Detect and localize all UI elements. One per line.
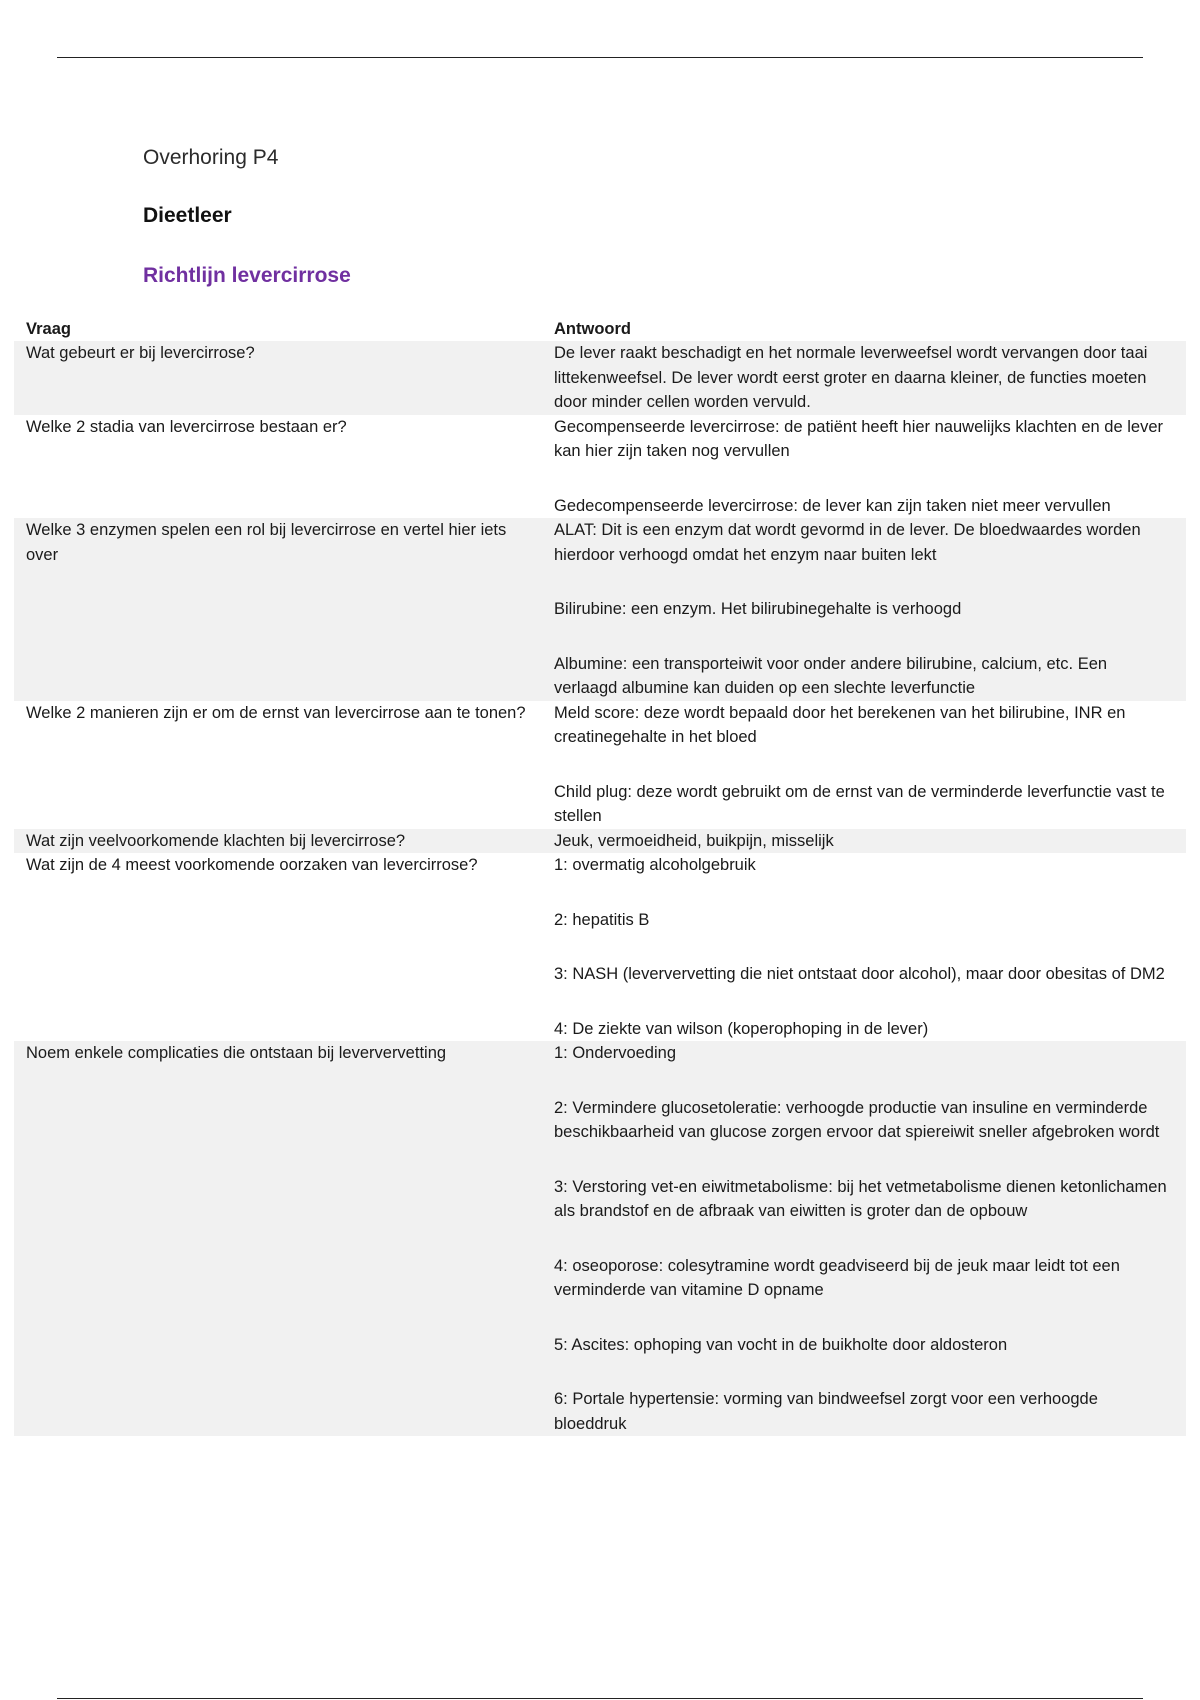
answer-paragraph: 3: Verstoring vet-en eiwitmetabolisme: bij het vetmetabolisme dienen ketonlichamen als brandstof en de afbraak van eiwitten is groter dan de opbouw [554,1177,1167,1220]
answer-cell [542,341,1186,415]
table-row [14,415,1186,519]
qa-table [14,317,1186,1436]
answer-paragraph: De lever raakt beschadigt en het normale leverweefsel wordt vervangen door taai littekenweefsel. De lever wordt eerst groter en daarna kleiner, de functies moeten door minder cellen worden vervuld. [554,344,1148,411]
question-cell: Welke 2 manieren zijn er om de ernst van levercirrose aan te tonen? [26,703,526,722]
answer-cell [542,415,1186,519]
answer-cell [542,829,1186,854]
answer-paragraph: Meld score: deze wordt bepaald door het berekenen van het bilirubine, INR en creatinegehalte in het bloed [554,703,1126,746]
answer-paragraph: Jeuk, vermoeidheid, buikpijn, misselijk [554,831,834,850]
top-rule [57,57,1143,58]
answer-paragraph: 4: oseoporose: colesytramine wordt geadviseerd bij de jeuk maar leidt tot een verminderde van vitamine D opname [554,1256,1120,1299]
question-column-header: Vraag [26,320,71,338]
answer-paragraph: Child plug: deze wordt gebruikt om de ernst van de verminderde leverfunctie vast te stellen [554,782,1165,825]
answer-paragraph: Gedecompenseerde levercirrose: de lever kan zijn taken niet meer vervullen [554,496,1111,515]
question-cell: Wat zijn de 4 meest voorkomende oorzaken van levercirrose? [26,856,478,874]
qa-table-body [14,341,1186,1436]
table-row [14,341,1186,415]
answer-paragraph: 5: Ascites: ophoping van vocht in de buikholte door aldosteron [554,1335,1008,1354]
table-row [14,829,1186,854]
answer-cell [542,1041,1186,1436]
answer-paragraph: Bilirubine: een enzym. Het bilirubinegehalte is verhoogd [554,600,962,618]
answer-paragraph: 2: hepatitis B [554,910,650,929]
answer-paragraph: Albumine: een transporteiwit voor onder andere bilirubine, calcium, etc. Een verlaagd albumine kan duiden op een slechte leverfunctie [554,654,1108,697]
answer-cell [542,853,1186,1041]
bottom-rule [57,1698,1143,1699]
topic-heading: Richtlijn levercirrose [143,264,351,287]
answer-paragraph: 1: Ondervoeding [554,1044,677,1062]
question-cell: Welke 3 enzymen spelen een rol bij levercirrose en vertel hier iets over [26,521,507,564]
header-row [14,317,1186,341]
answer-paragraph: 6: Portale hypertensie: vorming van bindweefsel zorgt voor een verhoogde bloeddruk [554,1390,1098,1433]
section-title: Dieetleer [143,204,232,227]
answer-cell [542,518,1186,701]
question-cell: Wat gebeurt er bij levercirrose? [26,344,255,362]
table-row [14,853,1186,1041]
question-cell: Wat zijn veelvoorkomende klachten bij levercirrose? [26,831,406,850]
qa-table-header [14,317,1186,341]
answer-paragraph: Gecompenseerde levercirrose: de patiënt heeft hier nauwelijks klachten en de lever kan hier zijn taken nog vervullen [554,417,1164,460]
table-row [14,1041,1186,1436]
answer-paragraph: 3: NASH (leververvetting die niet ontstaat door alcohol), maar door obesitas of DM2 [554,965,1165,983]
question-cell: Welke 2 stadia van levercirrose bestaan er? [26,417,347,436]
answer-cell [542,701,1186,829]
question-cell: Noem enkele complicaties die ontstaan bij leververvetting [26,1044,447,1062]
answer-column-header: Antwoord [554,320,631,338]
document-header [143,143,351,291]
answer-paragraph: ALAT: Dit is een enzym dat wordt gevormd in de lever. De bloedwaardes worden hierdoor verhoogd omdat het enzym naar buiten lekt [554,521,1141,564]
answer-paragraph: 4: De ziekte van wilson (koperophoping in de lever) [554,1019,929,1038]
answer-paragraph: 2: Vermindere glucosetoleratie: verhoogde productie van insuline en verminderde beschikbaarheid van glucose zorgen ervoor dat spiereiwit sneller afgebroken wordt [554,1098,1160,1141]
document-subtitle: Overhoring P4 [143,146,279,169]
table-row [14,701,1186,829]
answer-paragraph: 1: overmatig alcoholgebruik [554,856,756,874]
table-row [14,518,1186,701]
